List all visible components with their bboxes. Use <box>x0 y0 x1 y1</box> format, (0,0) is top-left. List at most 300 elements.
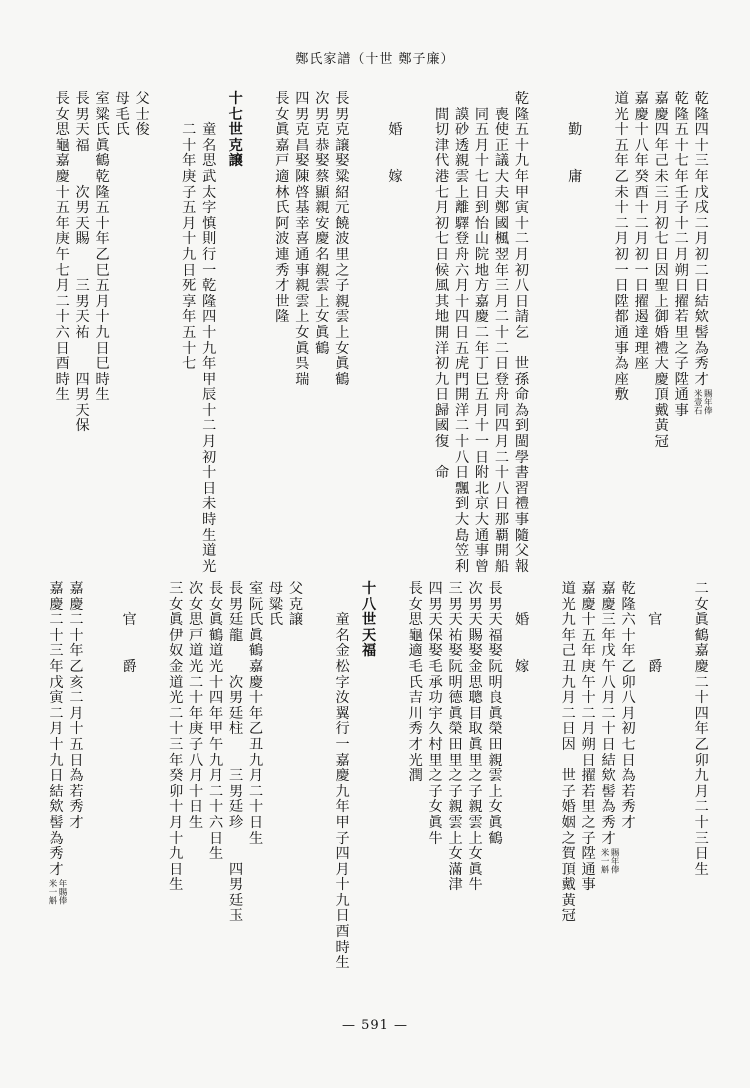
glyph <box>415 92 429 108</box>
glyph: 生 <box>55 387 70 404</box>
glyph: 廷 <box>228 799 244 816</box>
glyph: 九 <box>248 752 264 769</box>
glyph: 十 <box>474 418 490 435</box>
glyph: 娶 <box>295 153 310 170</box>
glyph: 為 <box>514 402 530 419</box>
glyph: 生 <box>169 877 184 894</box>
glyph: 年 <box>189 705 204 722</box>
glyph: 松 <box>335 658 350 675</box>
glyph: 男 <box>228 690 244 707</box>
glyph: 初 <box>434 215 450 232</box>
glyph: 嘉 <box>634 91 649 107</box>
glyph: 三 <box>169 736 184 753</box>
glyph: 九 <box>209 752 224 769</box>
glyph: 日 <box>55 340 70 357</box>
glyph: 黃 <box>561 892 576 909</box>
glyph: 初 <box>621 721 636 738</box>
glyph: 切 <box>434 122 450 139</box>
glyph: 譲 <box>228 153 243 170</box>
glyph: 月 <box>654 200 669 217</box>
glyph: 謨 <box>454 106 470 123</box>
glyph: 二 <box>694 215 709 232</box>
glyph: 事 <box>474 543 490 560</box>
glyph: 十 <box>494 465 510 482</box>
glyph: 十 <box>335 877 350 894</box>
glyph: 女 <box>408 596 423 613</box>
glyph: 克 <box>228 137 243 154</box>
glyph: 月 <box>169 814 184 831</box>
glyph: 天 <box>75 309 90 326</box>
glyph: 陞 <box>581 846 596 863</box>
glyph: 氏 <box>95 122 110 139</box>
glyph: 初 <box>694 246 709 263</box>
glyph: 月 <box>674 246 689 263</box>
glyph: 初 <box>634 246 649 263</box>
glyph: 到 <box>514 418 530 435</box>
glyph: 為 <box>614 356 629 373</box>
glyph: 男 <box>448 596 463 613</box>
glyph: 克 <box>288 596 304 613</box>
glyph: 月 <box>248 768 264 785</box>
glyph: 三 <box>75 278 90 295</box>
glyph: 復 <box>434 434 450 451</box>
text-column <box>134 92 151 552</box>
glyph: 才 <box>69 814 84 831</box>
glyph: 九 <box>182 246 197 263</box>
glyph: 六 <box>621 612 636 629</box>
glyph: 眞 <box>275 122 290 139</box>
glyph: 廷 <box>228 705 244 722</box>
glyph: 女 <box>315 309 330 326</box>
glyph: 良 <box>488 690 503 707</box>
glyph: 元 <box>335 200 350 217</box>
glyph: 通 <box>581 861 596 878</box>
glyph: 八 <box>601 674 616 691</box>
glyph: 慎 <box>202 215 217 232</box>
glyph: 二 <box>49 705 64 722</box>
glyph: 死 <box>182 278 197 295</box>
glyph: 親 <box>315 262 330 279</box>
glyph: 欸 <box>694 309 709 326</box>
glyph: 生 <box>248 830 264 847</box>
glyph: 學 <box>514 449 530 466</box>
glyph: 書 <box>514 465 530 482</box>
glyph: 男 <box>228 877 244 894</box>
glyph: 年 <box>614 153 629 170</box>
glyph: 怡 <box>474 215 490 232</box>
glyph: 里 <box>468 752 483 769</box>
glyph <box>475 92 489 108</box>
glyph: 為 <box>601 799 616 816</box>
glyph: 二 <box>55 293 70 310</box>
glyph: 為 <box>694 340 709 357</box>
glyph: 初 <box>202 449 217 466</box>
glyph: 四 <box>454 309 470 326</box>
glyph: 慶 <box>335 768 350 785</box>
glyph: 二 <box>202 418 217 435</box>
glyph: 庚 <box>55 231 70 248</box>
glyph: 十 <box>202 465 217 482</box>
glyph: 適 <box>408 643 423 660</box>
glyph: 眞 <box>295 340 310 357</box>
glyph: 初 <box>514 262 530 279</box>
glyph: 隆 <box>694 106 709 123</box>
glyph: 月 <box>49 721 64 738</box>
glyph: 饒 <box>335 215 350 232</box>
glyph: 同 <box>494 402 510 419</box>
glyph: 五 <box>454 340 470 357</box>
glyph <box>648 629 662 645</box>
glyph: 日 <box>209 830 224 847</box>
glyph: 母 <box>115 91 130 107</box>
glyph: 七 <box>434 184 450 201</box>
text-column <box>361 582 378 927</box>
glyph: 福 <box>75 137 90 154</box>
glyph: 九 <box>335 892 350 909</box>
glyph: 十 <box>694 814 709 831</box>
glyph: 開 <box>494 543 510 560</box>
glyph: 十 <box>169 830 184 847</box>
glyph: 子 <box>674 356 689 373</box>
glyph: 三 <box>654 184 669 201</box>
glyph: 二 <box>494 340 510 357</box>
glyph: 時 <box>335 939 350 956</box>
glyph: 丑 <box>561 658 576 675</box>
glyph: 間 <box>434 106 450 123</box>
text-column <box>68 582 85 927</box>
glyph: 女 <box>169 596 184 613</box>
glyph: 翌 <box>494 246 510 263</box>
glyph: 紹 <box>335 184 350 201</box>
glyph: 嫁 <box>388 168 403 185</box>
glyph: 字 <box>335 674 350 691</box>
glyph: 親 <box>295 278 310 295</box>
glyph: 十 <box>49 627 64 644</box>
glyph: 婚 <box>388 122 403 139</box>
glyph: 閩 <box>514 434 530 451</box>
glyph <box>76 170 90 186</box>
glyph: 天 <box>75 215 90 232</box>
glyph: 黃 <box>654 418 669 435</box>
glyph: 二 <box>514 231 530 248</box>
glyph: 二 <box>674 231 689 248</box>
glyph <box>202 108 216 124</box>
glyph: 二 <box>614 215 629 232</box>
glyph: 氏 <box>408 674 423 691</box>
text-column <box>114 92 131 552</box>
glyph: 里 <box>448 752 463 769</box>
glyph: 楓 <box>494 231 510 248</box>
glyph: 三 <box>694 830 709 847</box>
glyph: 俊 <box>135 122 150 139</box>
glyph: 日 <box>434 387 450 404</box>
glyph: 親 <box>315 200 330 217</box>
glyph: 那 <box>494 512 510 529</box>
glyph: 四 <box>494 418 510 435</box>
glyph: 年 <box>474 340 490 357</box>
glyph: 婚 <box>561 799 576 816</box>
glyph: 因 <box>654 262 669 279</box>
glyph: 方 <box>474 278 490 295</box>
glyph <box>76 264 90 280</box>
glyph <box>389 582 403 598</box>
glyph: 女 <box>448 846 463 863</box>
glyph: 五 <box>674 122 689 139</box>
glyph: 室 <box>95 91 110 107</box>
glyph: 喪 <box>494 106 510 123</box>
glyph: 福 <box>362 643 377 660</box>
annotation-line: 米一斛 <box>599 848 610 874</box>
glyph: 克 <box>335 122 350 139</box>
glyph: 隨 <box>514 527 530 544</box>
glyph: 通 <box>614 324 629 341</box>
glyph: 昌 <box>295 137 310 154</box>
glyph: 乞 <box>514 324 530 341</box>
glyph: 四 <box>228 861 244 878</box>
glyph: 牛 <box>468 877 483 894</box>
glyph: 達 <box>634 324 649 341</box>
text-column <box>168 582 185 927</box>
glyph: 娶 <box>468 643 483 660</box>
glyph: 日 <box>634 278 649 295</box>
glyph: 巳 <box>474 371 490 388</box>
glyph: 婚 <box>654 324 669 341</box>
glyph: 長 <box>228 581 244 597</box>
glyph: 月 <box>474 137 490 154</box>
glyph: 廷 <box>228 892 244 909</box>
glyph: 母 <box>268 581 284 597</box>
glyph <box>568 92 582 108</box>
glyph: 乾 <box>95 168 110 185</box>
glyph: 髻 <box>601 783 616 800</box>
glyph: 龍 <box>228 627 244 644</box>
glyph: 毛 <box>428 658 443 675</box>
text-column <box>593 92 610 552</box>
glyph: 子 <box>674 200 689 217</box>
glyph: 庚 <box>189 721 204 738</box>
glyph: 寅 <box>49 690 64 707</box>
glyph: 二 <box>248 783 264 800</box>
text-column <box>434 92 451 552</box>
glyph: 喜 <box>295 231 310 248</box>
text-column <box>467 582 484 927</box>
glyph: 男 <box>75 293 90 310</box>
text-column <box>74 92 91 552</box>
glyph: 子 <box>335 278 350 295</box>
glyph: 日 <box>182 262 197 279</box>
glyph: 月 <box>454 278 470 295</box>
glyph: 津 <box>434 137 450 154</box>
glyph <box>648 582 662 598</box>
glyph: 才 <box>408 736 423 753</box>
glyph: 到 <box>474 200 490 217</box>
glyph: 山 <box>474 231 490 248</box>
glyph: 曾 <box>474 558 490 575</box>
glyph: 親 <box>448 799 463 816</box>
glyph: 眞 <box>468 861 483 878</box>
glyph: 乙 <box>621 658 636 675</box>
glyph <box>435 451 449 467</box>
glyph: 明 <box>448 674 463 691</box>
glyph: 七 <box>228 106 243 123</box>
glyph: 鶴 <box>335 371 350 388</box>
glyph: 擢 <box>581 768 596 785</box>
glyph <box>515 598 529 614</box>
glyph: 登 <box>454 231 470 248</box>
glyph: 男 <box>335 106 350 123</box>
glyph: 雲 <box>315 278 330 295</box>
glyph <box>388 139 402 155</box>
glyph: 長 <box>408 581 423 597</box>
glyph: 眞 <box>248 627 264 644</box>
text-column <box>673 92 690 552</box>
glyph: 乾 <box>674 91 689 107</box>
text-column <box>427 582 444 927</box>
glyph: 時 <box>55 371 70 388</box>
glyph: 秀 <box>69 799 84 816</box>
glyph: 女 <box>488 799 503 816</box>
glyph: 若 <box>69 783 84 800</box>
glyph: 克 <box>315 122 330 139</box>
glyph: 子 <box>182 184 197 201</box>
glyph: 鶴 <box>95 153 110 170</box>
glyph: 長 <box>275 91 290 107</box>
text-column <box>288 582 305 927</box>
glyph: 日 <box>189 799 204 816</box>
glyph: 座 <box>634 356 649 373</box>
glyph: 年 <box>69 643 84 660</box>
text-column <box>653 92 670 552</box>
glyph: 鶴 <box>694 627 709 644</box>
glyph: 日 <box>561 721 576 738</box>
glyph: 慶 <box>654 106 669 123</box>
glyph: 七 <box>182 356 197 373</box>
annotation-line: 米一斛 <box>47 879 57 905</box>
glyph: 己 <box>561 643 576 660</box>
glyph: 四 <box>694 705 709 722</box>
text-block-upper <box>45 91 713 575</box>
glyph: 十 <box>209 799 224 816</box>
glyph: 十 <box>621 627 636 644</box>
glyph: 之 <box>448 768 463 785</box>
glyph: 親 <box>468 799 483 816</box>
glyph: 聰 <box>468 690 483 707</box>
glyph: 天 <box>362 627 377 644</box>
glyph: 虎 <box>454 356 470 373</box>
glyph: 日 <box>514 293 530 310</box>
glyph: 議 <box>494 153 510 170</box>
glyph: 天 <box>428 612 443 629</box>
glyph: 男 <box>75 387 90 404</box>
glyph: 潤 <box>408 768 423 785</box>
glyph: 上 <box>454 184 470 201</box>
glyph: 二 <box>474 324 490 341</box>
text-column <box>228 582 245 927</box>
glyph: 隆 <box>202 293 217 310</box>
glyph: 汝 <box>335 690 350 707</box>
glyph: 年 <box>561 627 576 644</box>
glyph: 冠 <box>561 908 576 925</box>
glyph: 阮 <box>248 596 264 613</box>
glyph: 十 <box>614 122 629 139</box>
glyph: 辰 <box>202 387 217 404</box>
glyph: 道 <box>561 581 576 597</box>
glyph: 二 <box>694 262 709 279</box>
glyph: 才 <box>275 278 290 295</box>
glyph: 光 <box>209 658 224 675</box>
glyph: 克 <box>295 122 310 139</box>
glyph: 日 <box>434 246 450 263</box>
glyph: 慶 <box>694 658 709 675</box>
glyph: 月 <box>55 278 70 295</box>
glyph: 隆 <box>621 596 636 613</box>
glyph: 二 <box>454 418 470 435</box>
glyph: 禮 <box>514 496 530 513</box>
glyph: 遏 <box>634 309 649 326</box>
glyph: 雲 <box>454 168 470 185</box>
glyph: 氏 <box>275 200 290 217</box>
glyph: 通 <box>295 246 310 263</box>
glyph: 娶 <box>315 153 330 170</box>
glyph: 七 <box>55 262 70 279</box>
glyph: 五 <box>69 736 84 753</box>
glyph: 士 <box>135 106 150 123</box>
glyph: 戸 <box>189 627 204 644</box>
glyph: 其 <box>434 293 450 310</box>
glyph: 八 <box>514 278 530 295</box>
glyph: 乙 <box>614 168 629 185</box>
glyph <box>648 598 662 614</box>
glyph: 嘉 <box>49 581 64 597</box>
glyph: 月 <box>95 293 110 310</box>
glyph: 四 <box>209 690 224 707</box>
glyph: 日 <box>335 908 350 925</box>
glyph: 雲 <box>448 814 463 831</box>
glyph: 酉 <box>55 356 70 373</box>
glyph: 月 <box>69 705 84 722</box>
glyph: 十 <box>95 215 110 232</box>
glyph: 二 <box>561 705 576 722</box>
glyph: 日 <box>248 814 264 831</box>
glyph: 上 <box>488 783 503 800</box>
glyph: 男 <box>315 106 330 123</box>
glyph: 大 <box>654 356 669 373</box>
glyph: 上 <box>315 293 330 310</box>
glyph: 隆 <box>514 106 530 123</box>
glyph: 十 <box>182 340 197 357</box>
glyph: 年 <box>49 658 64 675</box>
glyph: 八 <box>454 449 470 466</box>
glyph <box>388 154 402 170</box>
glyph: 毛 <box>408 658 423 675</box>
glyph: 慶 <box>654 371 669 388</box>
glyph: 戊 <box>694 184 709 201</box>
glyph: 功 <box>428 690 443 707</box>
glyph: 嘉 <box>275 137 290 154</box>
glyph: 國 <box>494 215 510 232</box>
glyph <box>388 92 402 108</box>
glyph: 生 <box>95 387 110 404</box>
glyph: 七 <box>474 168 490 185</box>
glyph: 阿 <box>275 215 290 232</box>
text-column <box>514 582 531 927</box>
glyph: 祐 <box>448 627 463 644</box>
glyph: 年 <box>95 231 110 248</box>
glyph: 冠 <box>654 434 669 451</box>
glyph: 一 <box>474 434 490 451</box>
glyph: 十 <box>202 324 217 341</box>
glyph: 隆 <box>674 106 689 123</box>
